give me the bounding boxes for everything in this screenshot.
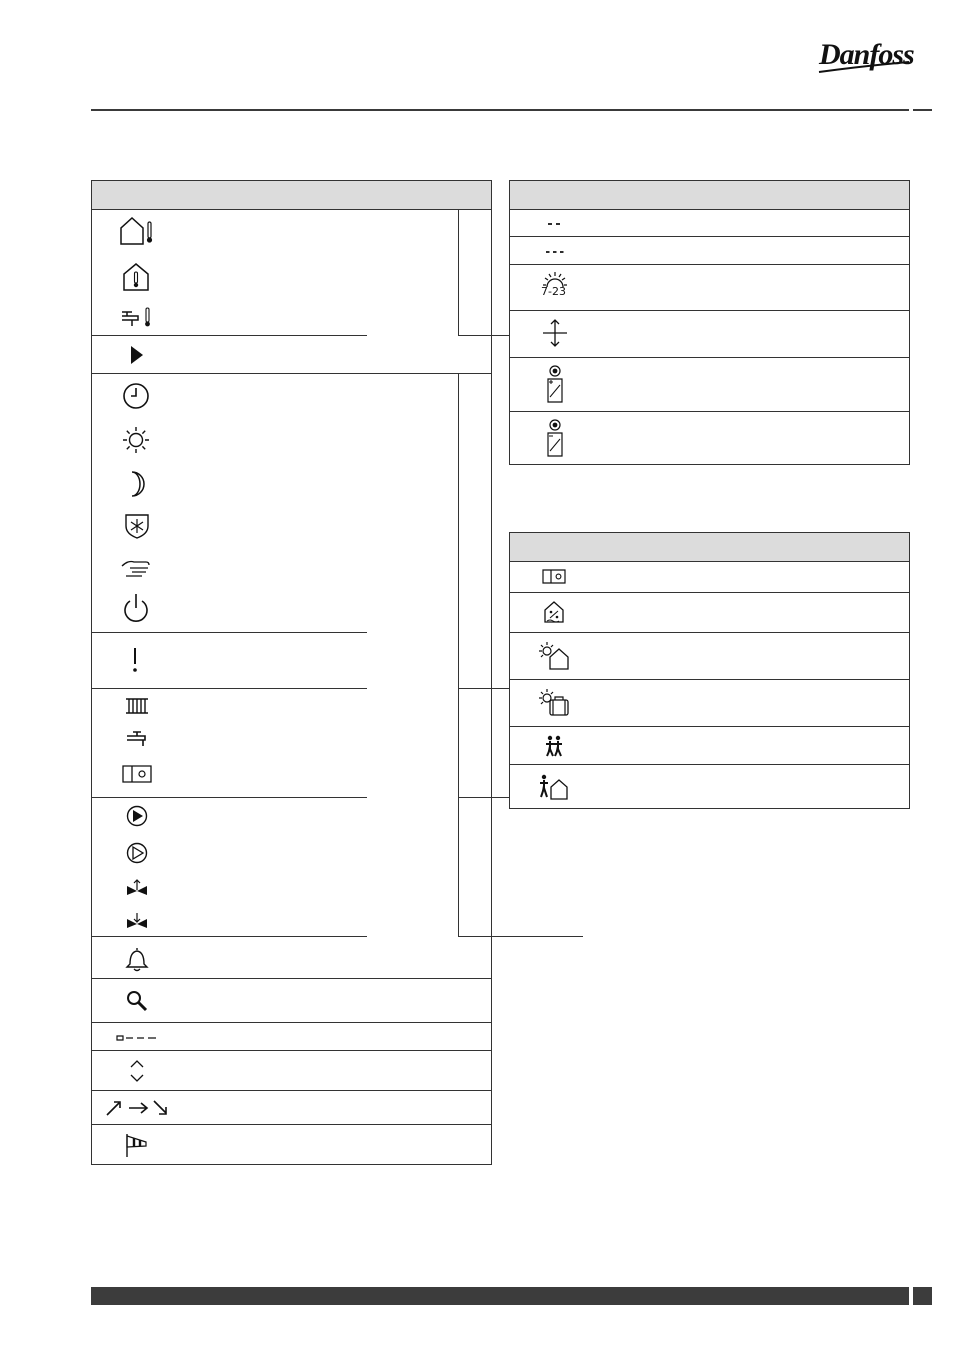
extend-plus-icon bbox=[545, 364, 565, 404]
table-row bbox=[92, 1051, 491, 1091]
valve-opening-icon bbox=[126, 878, 148, 896]
right-top-symbol-table bbox=[509, 180, 910, 465]
right-top-table-header bbox=[510, 181, 909, 210]
comfort-sun-icon bbox=[121, 425, 151, 455]
sun-house-icon bbox=[538, 641, 570, 671]
table-row bbox=[510, 727, 909, 765]
pump-off-icon bbox=[126, 842, 148, 864]
table-row bbox=[510, 593, 909, 633]
vertical-adjust-icon bbox=[542, 318, 568, 348]
header-rule-tab bbox=[913, 109, 932, 111]
slider-scale-icon bbox=[116, 1033, 160, 1043]
footer-bar bbox=[91, 1287, 909, 1305]
outdoor-temperature-icon bbox=[118, 216, 158, 246]
logo-swoosh bbox=[813, 36, 913, 78]
table-cell-right bbox=[458, 798, 583, 937]
pump-on-icon bbox=[126, 805, 148, 827]
table-row bbox=[510, 311, 909, 358]
triple-dash-icon bbox=[545, 249, 565, 255]
heat-exchanger-icon bbox=[122, 764, 152, 784]
danfoss-logo bbox=[813, 36, 913, 78]
footer-page-tab bbox=[913, 1287, 932, 1305]
table-row bbox=[510, 237, 909, 265]
sun-suitcase-icon bbox=[538, 688, 570, 718]
windsock-icon bbox=[124, 1132, 150, 1158]
table-row bbox=[92, 1125, 491, 1164]
table-row bbox=[510, 412, 909, 464]
trend-arrows-icon bbox=[104, 1098, 170, 1118]
people-icon bbox=[544, 735, 564, 757]
table-row bbox=[510, 209, 909, 237]
left-table-header bbox=[92, 181, 491, 210]
header-rule bbox=[91, 109, 909, 111]
dhw-temperature-icon bbox=[120, 306, 154, 330]
standby-power-icon bbox=[122, 592, 150, 624]
table-row bbox=[510, 265, 909, 311]
person-house-icon bbox=[538, 773, 570, 801]
table-row bbox=[510, 358, 909, 412]
logo-wordmark: Danfoss bbox=[819, 38, 914, 71]
up-down-chevron-icon bbox=[129, 1058, 145, 1084]
table-row bbox=[92, 979, 491, 1023]
double-dash-icon bbox=[547, 221, 561, 227]
controller-box-icon bbox=[542, 569, 566, 585]
manual-hand-icon bbox=[120, 556, 152, 578]
humidity-house-icon bbox=[543, 600, 565, 624]
exclamation-icon bbox=[130, 646, 140, 674]
extend-minus-icon bbox=[545, 418, 565, 458]
right-bottom-table-header bbox=[510, 533, 909, 562]
schedule-clock-icon bbox=[122, 382, 150, 410]
selector-arrow-icon bbox=[129, 345, 145, 365]
alarm-bell-icon bbox=[124, 946, 150, 972]
table-row bbox=[92, 336, 491, 374]
room-temperature-icon bbox=[122, 262, 150, 292]
radiator-icon bbox=[125, 697, 149, 715]
table-row bbox=[510, 561, 909, 593]
valve-closing-icon bbox=[126, 911, 148, 929]
frost-protection-icon bbox=[123, 512, 151, 540]
search-magnifier-icon bbox=[126, 990, 148, 1012]
table-row bbox=[92, 937, 491, 979]
comfort-period-label: 7-23 bbox=[541, 285, 566, 298]
saving-moon-icon bbox=[126, 470, 148, 498]
tap-icon bbox=[125, 729, 149, 749]
